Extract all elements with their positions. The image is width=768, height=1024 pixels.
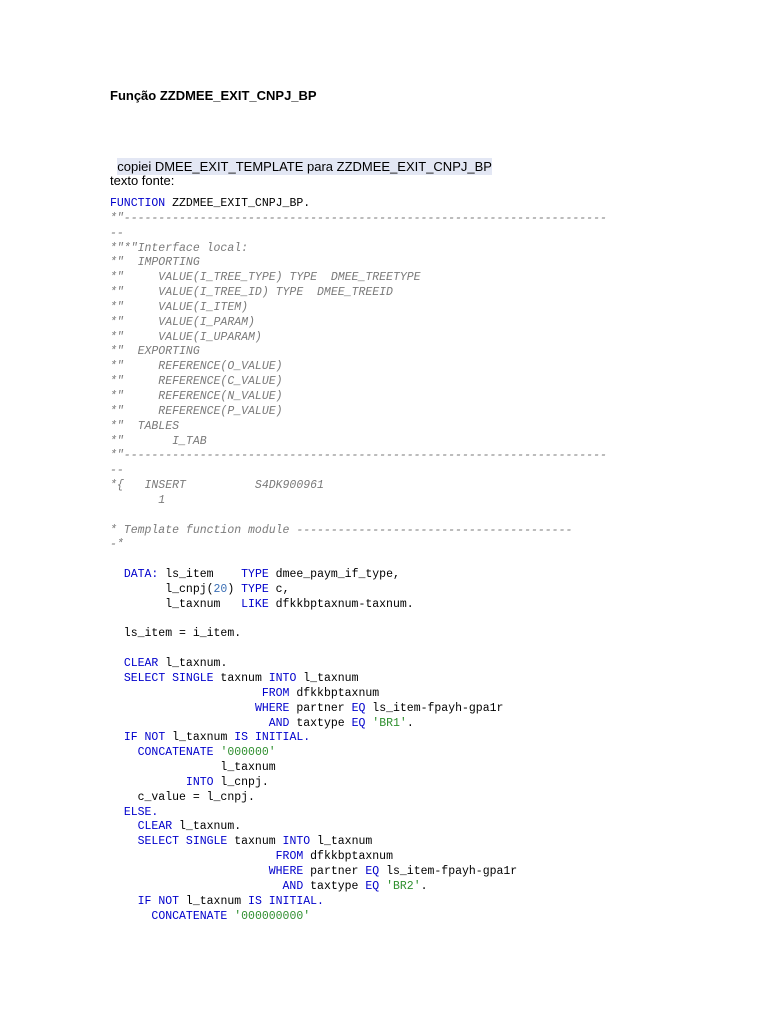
code-comment: -- — [110, 464, 124, 478]
note-text — [110, 144, 492, 174]
code-text: . — [420, 879, 428, 893]
code-text: ls_item-fpayh-gpa1r — [379, 864, 518, 878]
code-comment: -- — [110, 226, 124, 240]
code-keyword: WHERE — [268, 864, 304, 878]
code-line — [110, 583, 607, 598]
code-keyword: SELECT SINGLE — [137, 835, 228, 849]
code-keyword: LIKE — [241, 597, 269, 611]
code-text — [110, 672, 124, 685]
code-keyword: DATA: — [123, 568, 159, 582]
code-keyword: TYPE — [241, 568, 269, 582]
code-keyword: IS INITIAL. — [234, 731, 311, 745]
code-line — [110, 405, 607, 420]
code-keyword: TYPE — [241, 582, 269, 596]
code-text: l_taxnum — [296, 672, 359, 685]
code-line — [110, 345, 607, 360]
code-comment: *" VALUE(I_TREE_TYPE) TYPE DMEE_TREETYPE — [110, 271, 421, 285]
code-text: l_taxnum — [110, 597, 242, 611]
code-text: dfkkbptaxnum — [303, 850, 393, 864]
code-comment: *"---------------------------------------------------------------------- — [110, 449, 607, 463]
code-comment: *" VALUE(I_ITEM) — [110, 300, 249, 314]
code-line — [110, 360, 607, 375]
code-text: c, — [268, 582, 290, 596]
code-keyword: IF NOT — [123, 731, 166, 745]
code-text: ls_item-fpayh-gpa1r — [365, 701, 504, 715]
code-string: 'BR2' — [386, 879, 421, 893]
code-line — [110, 420, 607, 435]
code-text — [110, 910, 151, 923]
code-keyword: AND — [268, 716, 290, 730]
source-label: texto fonte: — [110, 173, 175, 188]
code-comment: * Template function module ---------------------------------------- — [110, 523, 573, 537]
code-text: l_cnpj. — [213, 775, 269, 789]
code-text: partner — [303, 864, 366, 878]
code-line — [110, 820, 607, 835]
code-line — [110, 479, 607, 494]
code-text: c_value = l_cnpj. — [110, 790, 255, 804]
code-line — [110, 746, 607, 761]
code-comment: *" I_TAB — [110, 434, 207, 448]
code-keyword: ELSE. — [123, 805, 159, 819]
code-text: dmee_paym_if_type, — [268, 568, 400, 582]
code-comment: *" TABLES — [110, 419, 180, 433]
code-comment: *" REFERENCE(O_VALUE) — [110, 360, 283, 374]
code-text: l_taxnum — [310, 835, 373, 849]
code-text: taxtype — [289, 716, 352, 730]
code-text: l_taxnum. — [158, 657, 228, 671]
code-keyword: IF NOT — [137, 894, 180, 908]
code-line — [110, 672, 607, 687]
code-text: l_cnpj( — [110, 582, 214, 596]
code-text: . — [406, 716, 414, 730]
code-line — [110, 657, 607, 672]
code-keyword: FUNCTION — [110, 197, 166, 210]
code-comment: *" REFERENCE(P_VALUE) — [110, 404, 283, 418]
code-text: partner — [289, 701, 352, 715]
code-text: l_taxnum — [165, 731, 235, 745]
code-text: ls_item — [158, 568, 242, 582]
code-text — [110, 717, 269, 730]
code-keyword: AND — [282, 879, 304, 893]
code-comment: *"*"Interface local: — [110, 241, 249, 255]
code-line — [110, 791, 607, 806]
code-keyword: CLEAR — [137, 820, 173, 834]
code-line — [110, 375, 607, 390]
code-comment: *" IMPORTING — [110, 256, 200, 270]
code-text: taxnum — [227, 835, 283, 849]
code-text: l_taxnum — [179, 894, 249, 908]
code-line — [110, 687, 607, 702]
code-line — [110, 509, 607, 524]
code-comment: *" VALUE(I_TREE_ID) TYPE DMEE_TREEID — [110, 286, 393, 300]
code-text — [110, 806, 124, 819]
code-text — [110, 865, 269, 878]
code-string: '000000000' — [234, 909, 311, 923]
code-line — [110, 331, 607, 346]
code-line — [110, 910, 607, 925]
code-keyword: EQ — [351, 716, 366, 730]
code-text — [110, 850, 276, 863]
code-line — [110, 256, 607, 271]
code-line — [110, 212, 607, 227]
code-line — [110, 613, 607, 628]
code-text — [110, 776, 186, 789]
code-line — [110, 850, 607, 865]
code-keyword: CONCATENATE — [151, 909, 228, 923]
code-line — [110, 568, 607, 583]
code-keyword: INTO — [185, 775, 214, 789]
code-keyword: CONCATENATE — [137, 746, 214, 760]
code-line — [110, 197, 607, 212]
code-comment: *"---------------------------------------------------------------------- — [110, 211, 607, 225]
code-keyword: EQ — [365, 864, 380, 878]
code-keyword: SELECT SINGLE — [123, 672, 214, 685]
code-text: ZZDMEE_EXIT_CNPJ_BP. — [165, 197, 311, 210]
code-line — [110, 865, 607, 880]
document-title: Função ZZDMEE_EXIT_CNPJ_BP — [110, 88, 317, 103]
code-line — [110, 242, 607, 257]
code-text: dfkkbptaxnum-taxnum. — [268, 597, 414, 611]
code-line — [110, 390, 607, 405]
code-text: taxnum — [213, 672, 269, 685]
code-line — [110, 627, 607, 642]
code-text — [110, 568, 124, 581]
code-text — [110, 687, 262, 700]
source-code-block — [110, 197, 607, 924]
code-keyword: EQ — [351, 701, 366, 715]
code-line — [110, 880, 607, 895]
code-comment: *" VALUE(I_UPARAM) — [110, 330, 262, 344]
code-text — [110, 820, 138, 833]
code-line — [110, 553, 607, 568]
code-text: l_taxnum. — [172, 820, 242, 834]
note-highlight: copiei DMEE_EXIT_TEMPLATE para ZZDMEE_EXIT_CNPJ_BP — [117, 159, 492, 174]
code-number: 20 — [213, 582, 228, 596]
code-line — [110, 301, 607, 316]
code-text — [110, 702, 255, 715]
code-line — [110, 702, 607, 717]
code-text — [110, 895, 138, 908]
code-text: l_taxnum — [110, 761, 276, 775]
code-line — [110, 598, 607, 613]
code-keyword: WHERE — [254, 701, 290, 715]
code-line — [110, 435, 607, 450]
code-line — [110, 835, 607, 850]
code-comment: *" VALUE(I_PARAM) — [110, 315, 255, 329]
code-line — [110, 776, 607, 791]
code-line — [110, 316, 607, 331]
code-comment: 1 — [110, 493, 166, 507]
code-comment: -* — [110, 538, 124, 552]
code-comment: *" EXPORTING — [110, 345, 200, 359]
code-line — [110, 271, 607, 286]
code-string: 'BR1' — [372, 716, 407, 730]
code-text: ls_item = i_item. — [110, 627, 242, 641]
code-comment: *" REFERENCE(C_VALUE) — [110, 375, 283, 389]
code-line — [110, 895, 607, 910]
code-text — [110, 746, 138, 759]
code-keyword: INTO — [282, 835, 311, 849]
code-line — [110, 717, 607, 732]
code-text: ) — [227, 582, 242, 596]
code-keyword: EQ — [365, 879, 380, 893]
code-keyword: FROM — [275, 850, 304, 864]
code-line — [110, 642, 607, 657]
code-comment: *" REFERENCE(N_VALUE) — [110, 389, 283, 403]
code-line — [110, 524, 607, 539]
code-text: taxtype — [303, 879, 366, 893]
code-text — [110, 657, 124, 670]
code-keyword: FROM — [261, 686, 290, 700]
code-line — [110, 731, 607, 746]
code-text — [110, 880, 283, 893]
code-keyword: CLEAR — [123, 657, 159, 671]
code-line — [110, 449, 607, 464]
code-keyword: IS INITIAL. — [248, 894, 324, 908]
code-text — [110, 835, 138, 848]
code-text: dfkkbptaxnum — [289, 686, 380, 700]
code-line — [110, 286, 607, 301]
code-line — [110, 761, 607, 776]
code-line — [110, 538, 607, 553]
code-text — [110, 731, 124, 744]
code-keyword: INTO — [268, 672, 297, 685]
code-line — [110, 494, 607, 509]
code-string: '000000' — [220, 746, 276, 760]
code-line — [110, 227, 607, 242]
code-line — [110, 806, 607, 821]
code-comment: *{ INSERT S4DK900961 — [110, 479, 324, 493]
code-line — [110, 464, 607, 479]
